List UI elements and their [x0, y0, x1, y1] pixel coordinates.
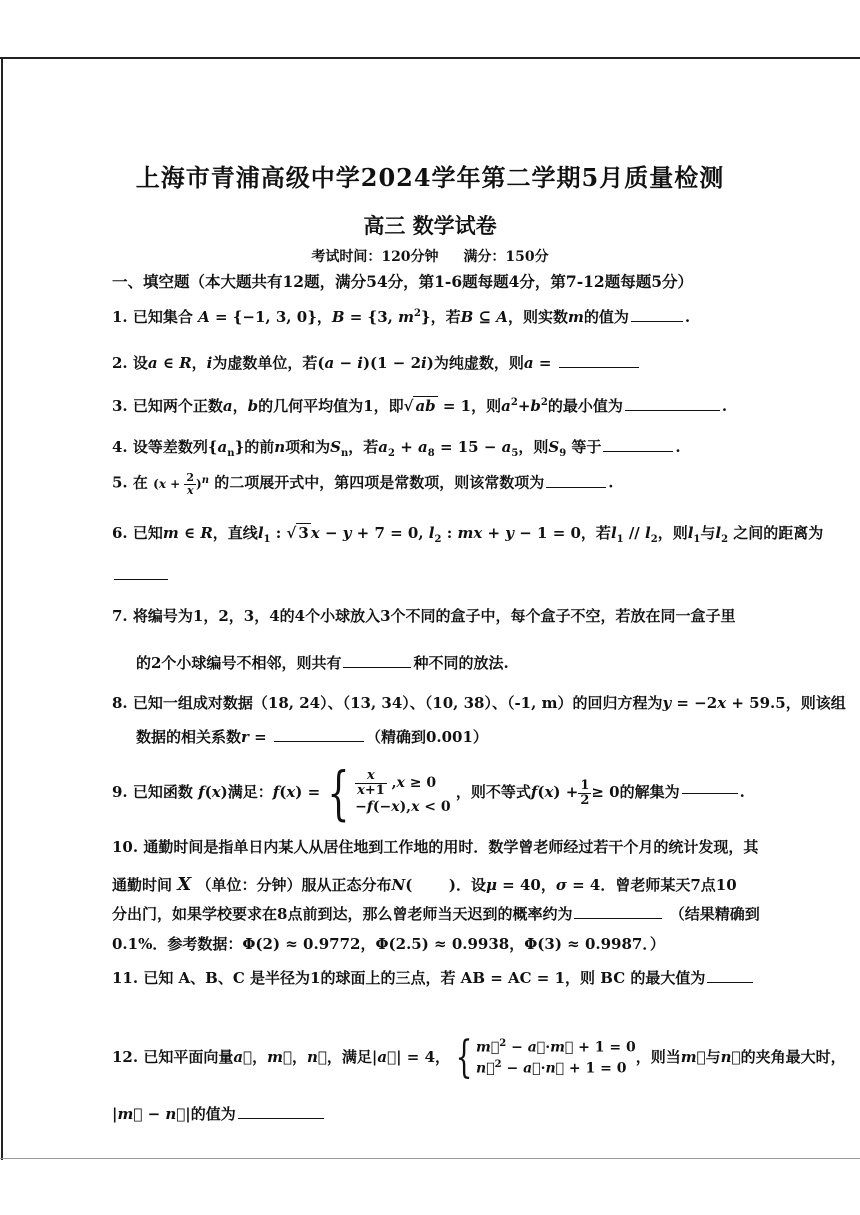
question-5: 5. 在 (x + $\frac{2}{x}$ )$^n$ 的二项展开式中，第四项是常数项，则该常数项为 .: [112, 471, 614, 497]
question-12-line2: |m⃗ − n⃗|的值为: [112, 1105, 326, 1125]
exam-subtitle: 高三 数学试卷: [363, 213, 497, 238]
question-9: 9. 已知函数 f ( x ) 满足： f ( x ) = { $\frac{x}{x+1}$ ,x ≥ 0 −f(−x),x < 0 ，则不等式 f ( x ) + $\frac{1}{2}$ ≥ 0 的解集为 .: [112, 759, 745, 827]
exam-time: 考试时间：120分钟: [311, 249, 439, 265]
exam-info: [0, 246, 860, 266]
question-7-line2: 的2个小球编号不相邻，则共有 种不同的放法.: [136, 654, 509, 672]
answer-blank[interactable]: [114, 579, 168, 580]
piecewise-function: { $\frac{x}{x+1}$ ,x ≥ 0 −f(−x),x < 0: [327, 759, 451, 827]
question-11: 11. 已知 A、B、C 是半径为1的球面上的三点，若 AB = AC = 1，则 BC 的最大值为: [112, 969, 755, 989]
question-10-line2: 通勤时间 X （单位：分钟）服从正态分布N( )．设μ = 40，σ = 4．曾老师某天7点10: [112, 874, 737, 895]
question-12: 12. 已知平面向量 a⃗ ， m⃗ ， n⃗ ，满足 | a⃗ | = 4， { m⃗$^2$ − a⃗·m⃗ + 1 = 0 n⃗$^2$ − a⃗·n⃗ + 1 = 0 ，则当 m⃗ 与 n⃗ 的夹角最大时，: [112, 1032, 846, 1083]
question-2: 2. 设a ∈ R，i为虚数单位，若(a − i)(1 − 2i)为纯虚数，则a =: [112, 354, 641, 374]
question-8: 8. 已知一组成对数据（18, 24）、（13, 34）、（10, 38）、（-1, m）的回归方程为y = −2x + 59.5，则该组: [112, 694, 846, 712]
answer-blank[interactable]: [343, 667, 411, 668]
page-border-top: [0, 57, 860, 59]
question-8-line2: 数据的相关系数r = （精确到0.001）: [136, 728, 488, 746]
question-6-answer-line: [112, 566, 170, 586]
answer-blank[interactable]: [682, 793, 738, 794]
question-10-line4: 0.1%．参考数据：Φ(2) ≈ 0.9772，Φ(2.5) ≈ 0.9938，Φ(3) ≈ 0.9987．）: [112, 935, 665, 953]
answer-blank[interactable]: [546, 487, 606, 488]
answer-blank[interactable]: [707, 982, 753, 983]
exam-score: 满分：150分: [463, 249, 549, 265]
question-7: 7. 将编号为1，2，3，4的4个小球放入3个不同的盒子中，每个盒子不空，若放在同一盒子里: [112, 607, 736, 625]
question-10: 10. 通勤时间是指单日内某人从居住地到工作地的用时．数学曾老师经过若干个月的统计发现，其: [112, 838, 759, 856]
question-6: 6. 已知m ∈ R，直线$l_1$ : √ 3 x − y + 7 = 0, $l_2$ : mx + y − 1 = 0，若$l_1 // l_2$，则$l_1$与$l_2$ 之间的距离为: [112, 524, 824, 545]
question-4: 4. 设等差数列$\{a_n\}$的前n项和为$S_n$，若$a_2 + a_8 = 15 - a_5$，则$S_9$ 等于 .: [112, 438, 681, 459]
answer-blank[interactable]: [631, 321, 683, 322]
answer-blank[interactable]: [574, 918, 662, 919]
section-header: 一、填空题（本大题共有12题，满分54分，第1-6题每题4分，第7-12题每题5分）: [112, 272, 694, 291]
exam-title: 上海市青浦高级中学2024学年第二学期5月质量检测: [135, 163, 725, 192]
equation-system: { m⃗$^2$ − a⃗·m⃗ + 1 = 0 n⃗$^2$ − a⃗·n⃗ + 1 = 0: [455, 1032, 636, 1083]
answer-blank[interactable]: [274, 741, 364, 742]
question-3: 3. 已知两个正数a，b的几何平均值为1，即√ ab = 1，则$a^2+b^2$的最小值为 .: [112, 397, 728, 415]
answer-blank[interactable]: [238, 1118, 324, 1119]
answer-blank[interactable]: [559, 367, 639, 368]
answer-blank[interactable]: [625, 410, 720, 411]
question-10-line3: 分出门，如果学校要求在8点前到达，那么曾老师当天迟到的概率约为 （结果精确到: [112, 905, 760, 923]
page-border-bottom: [0, 1158, 860, 1159]
answer-blank[interactable]: [603, 451, 673, 452]
question-1: 1. 已知集合 A = {−1, 3, 0}，B = {3, $m^2$}，若B ⊆ A，则实数m的值为 .: [112, 308, 691, 326]
